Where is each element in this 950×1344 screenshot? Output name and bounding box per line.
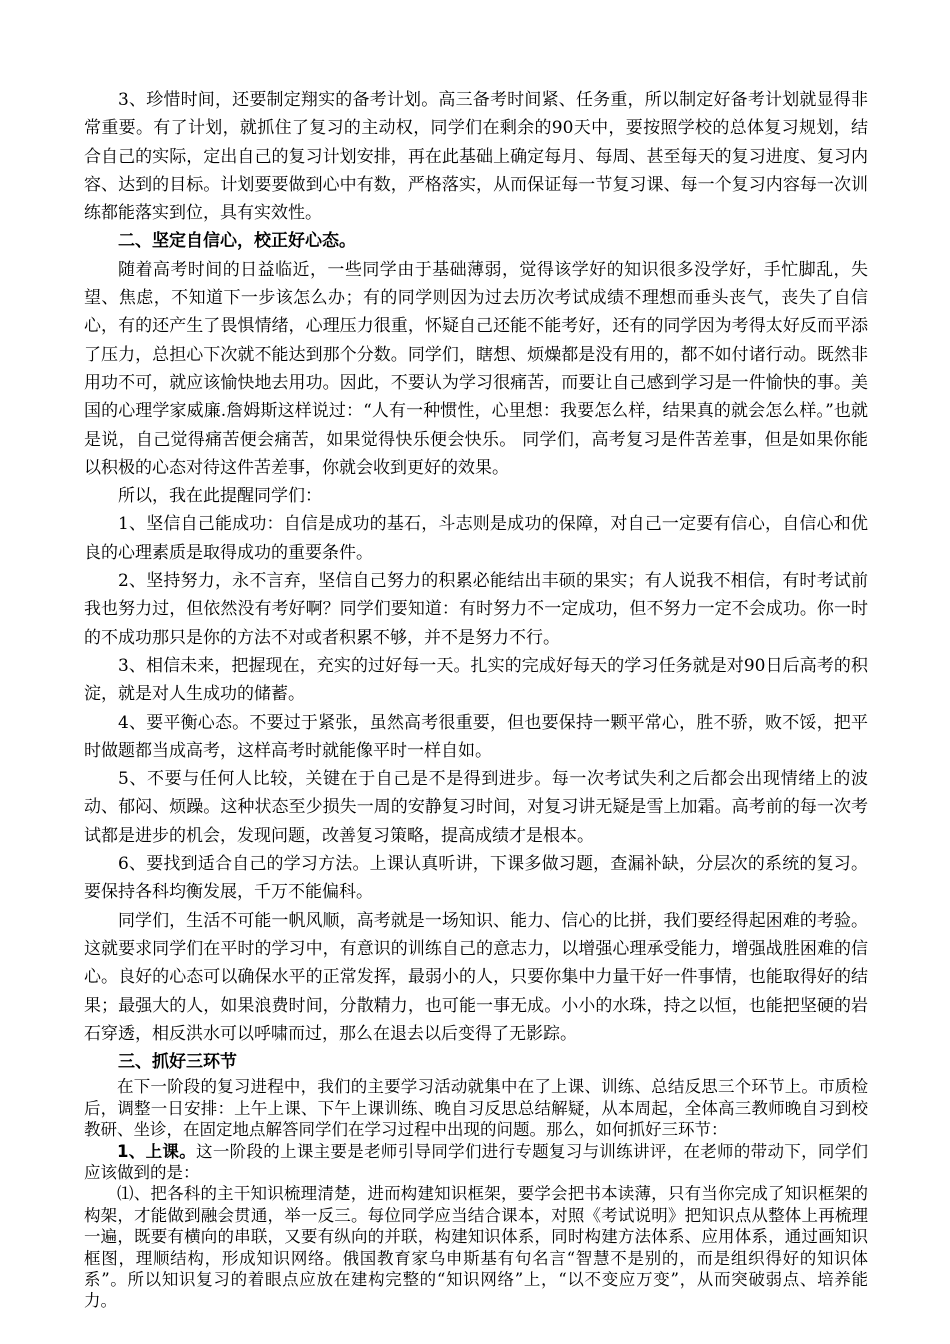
subheading-attend-class: 1、上课。 [117, 1141, 197, 1161]
paragraph-knowledge-framework: ⑴、把各科的主干知识梳理清楚，进而构建知识框架，要学会把书本读薄，只有当你完成了知识框架的构架，才能做到融会贯通，举一反三。每位同学应当结合课本，对照《考试说明》把知识点从整体上再梳理一遍，既要有横向的串联，又要有纵向的并联，构建知识体系，同时构建方法体系、应用体系，通过画知识框图，理顺结构，形成知识网络。俄国教育家乌申斯基有句名言“智慧不是别的，而是组织得好的知识体系”。所以知识复习的着眼点应放在建构完整的“知识网络”上，“以不变应万变”，从而突破弱点、培养能力。 [84, 1184, 868, 1311]
document-page [84, 86, 868, 1312]
paragraph-mindset: 随着高考时间的日益临近，一些同学由于基础薄弱，觉得该学好的知识很多没学好，手忙脚乱，失望、焦虑，不知道下一步该怎么办；有的同学则因为过去历次考试成绩不理想而垂头丧气，丧失了自信心，有的还产生了畏惧情绪，心理压力很重，怀疑自己还能不能考好，还有的同学因为考得太好反而平添了压力，总担心下次就不能达到那个分数。同学们，瞎想、烦燥都是没有用的，都不如付诸行动。既然非用功不可，就应该愉快地去用功。因此，不要认为学习很痛苦，而要让自己感到学习是一件愉快的事。美国的心理学家威廉.詹姆斯这样说过：“人有一种惯性，心里想：我要怎么样，结果真的就会怎么样。”也就是说，自己觉得痛苦便会痛苦，如果觉得快乐便会快乐。 同学们，高考复习是件苦差事，但是如果你能以积极的心态对待这件苦差事，你就会收到更好的效果。 [84, 259, 868, 478]
paragraph-study-plan: 3、珍惜时间，还要制定翔实的备考计划。高三备考时间紧、任务重，所以制定好备考计划就显得非常重要。有了计划，就抓住了复习的主动权，同学们在剩余的90天中，要按照学校的总体复习规划，结合自己的实际，定出自己的复习计划安排，再在此基础上确定每月、每周、甚至每天的复习进度、复习内容、达到的目标。计划要要做到心中有数，严格落实，从而保证每一节复习课、每一个复习内容每一次训练都能落实到位，具有实效性。 [84, 90, 868, 224]
section-heading-three-links: 三、抓好三环节 [118, 1052, 237, 1073]
list-item-seize-present: 3、相信未来，把握现在，充实的过好每一天。扎实的完成好每天的学习任务就是对90日后高考的积淀，就是对人生成功的储蓄。 [84, 655, 868, 705]
list-item-balance-mindset: 4、要平衡心态。不要过于紧张，虽然高考很重要，但也要保持一颗平常心，胜不骄，败不馁，把平时做题都当成高考，这样高考时就能像平时一样自如。 [84, 712, 868, 761]
list-item-keep-effort: 2、坚持努力，永不言弃，坚信自己努力的积累必能结出丰硕的果实；有人说我不相信，有时考试前我也努力过，但依然没有考好啊？同学们要知道：有时努力不一定成功，但不努力一定不会成功。你一时的不成功那只是你的方法不对或者积累不够，并不是努力不行。 [84, 571, 868, 648]
attend-class-text: 这一阶段的上课主要是老师引导同学们进行专题复习与训练讲评，在老师的带动下，同学们应该做到的是： [84, 1141, 869, 1183]
list-item-no-comparison: 5、不要与任何人比较，关键在于自己是不是得到进步。每一次考试失利之后都会出现情绪上的波动、郁闷、烦躁。这种状态至少损失一周的安静复习时间，对复习讲无疑是雪上加霜。高考前的每一次考试都是进步的机会，发现问题，改善复习策略，提高成绩才是根本。 [84, 769, 868, 846]
paragraph-three-links-intro: 在下一阶段的复习进程中，我们的主要学习活动就集中在了上课、训练、总结反思三个环节上。市质检后，调整一日安排：上午上课、下午上课训练、晚自习反思总结解疑，从本周起，全体高三教师晚自习到校教研、坐诊，在固定地点解答同学们在学习过程中出现的问题。那么，如何抓好三环节： [84, 1077, 868, 1140]
list-item-believe-success: 1、坚信自己能成功：自信是成功的基石，斗志则是成功的保障，对自己一定要有信心，自信心和优良的心理素质是取得成功的重要条件。 [84, 514, 868, 563]
list-item-study-method: 6、要找到适合自己的学习方法。上课认真听讲，下课多做习题，查漏补缺，分层次的系统的复习。要保持各科均衡发展，千万不能偏科。 [84, 854, 868, 903]
paragraph-perseverance: 同学们，生活不可能一帆风顺，高考就是一场知识、能力、信心的比拼，我们要经得起困难的考验。这就要求同学们在平时的学习中，有意识的训练自己的意志力，以增强心理承受能力，增强战胜困难的信心。良好的心态可以确保水平的正常发挥，最弱小的人，只要你集中力量干好一件事情，也能取得好的结果；最强大的人，如果浪费时间，分散精力，也可能一事无成。小小的水珠，持之以恒，也能把坚硬的岩石穿透，相反洪水可以呼啸而过，那么在退去以后变得了无影踪。 [84, 910, 868, 1044]
paragraph-reminder-intro: 所以，我在此提醒同学们： [118, 486, 322, 507]
section-heading-confidence: 二、坚定自信心，校正好心态。 [118, 231, 356, 252]
paragraph-attend-class [84, 1141, 868, 1184]
